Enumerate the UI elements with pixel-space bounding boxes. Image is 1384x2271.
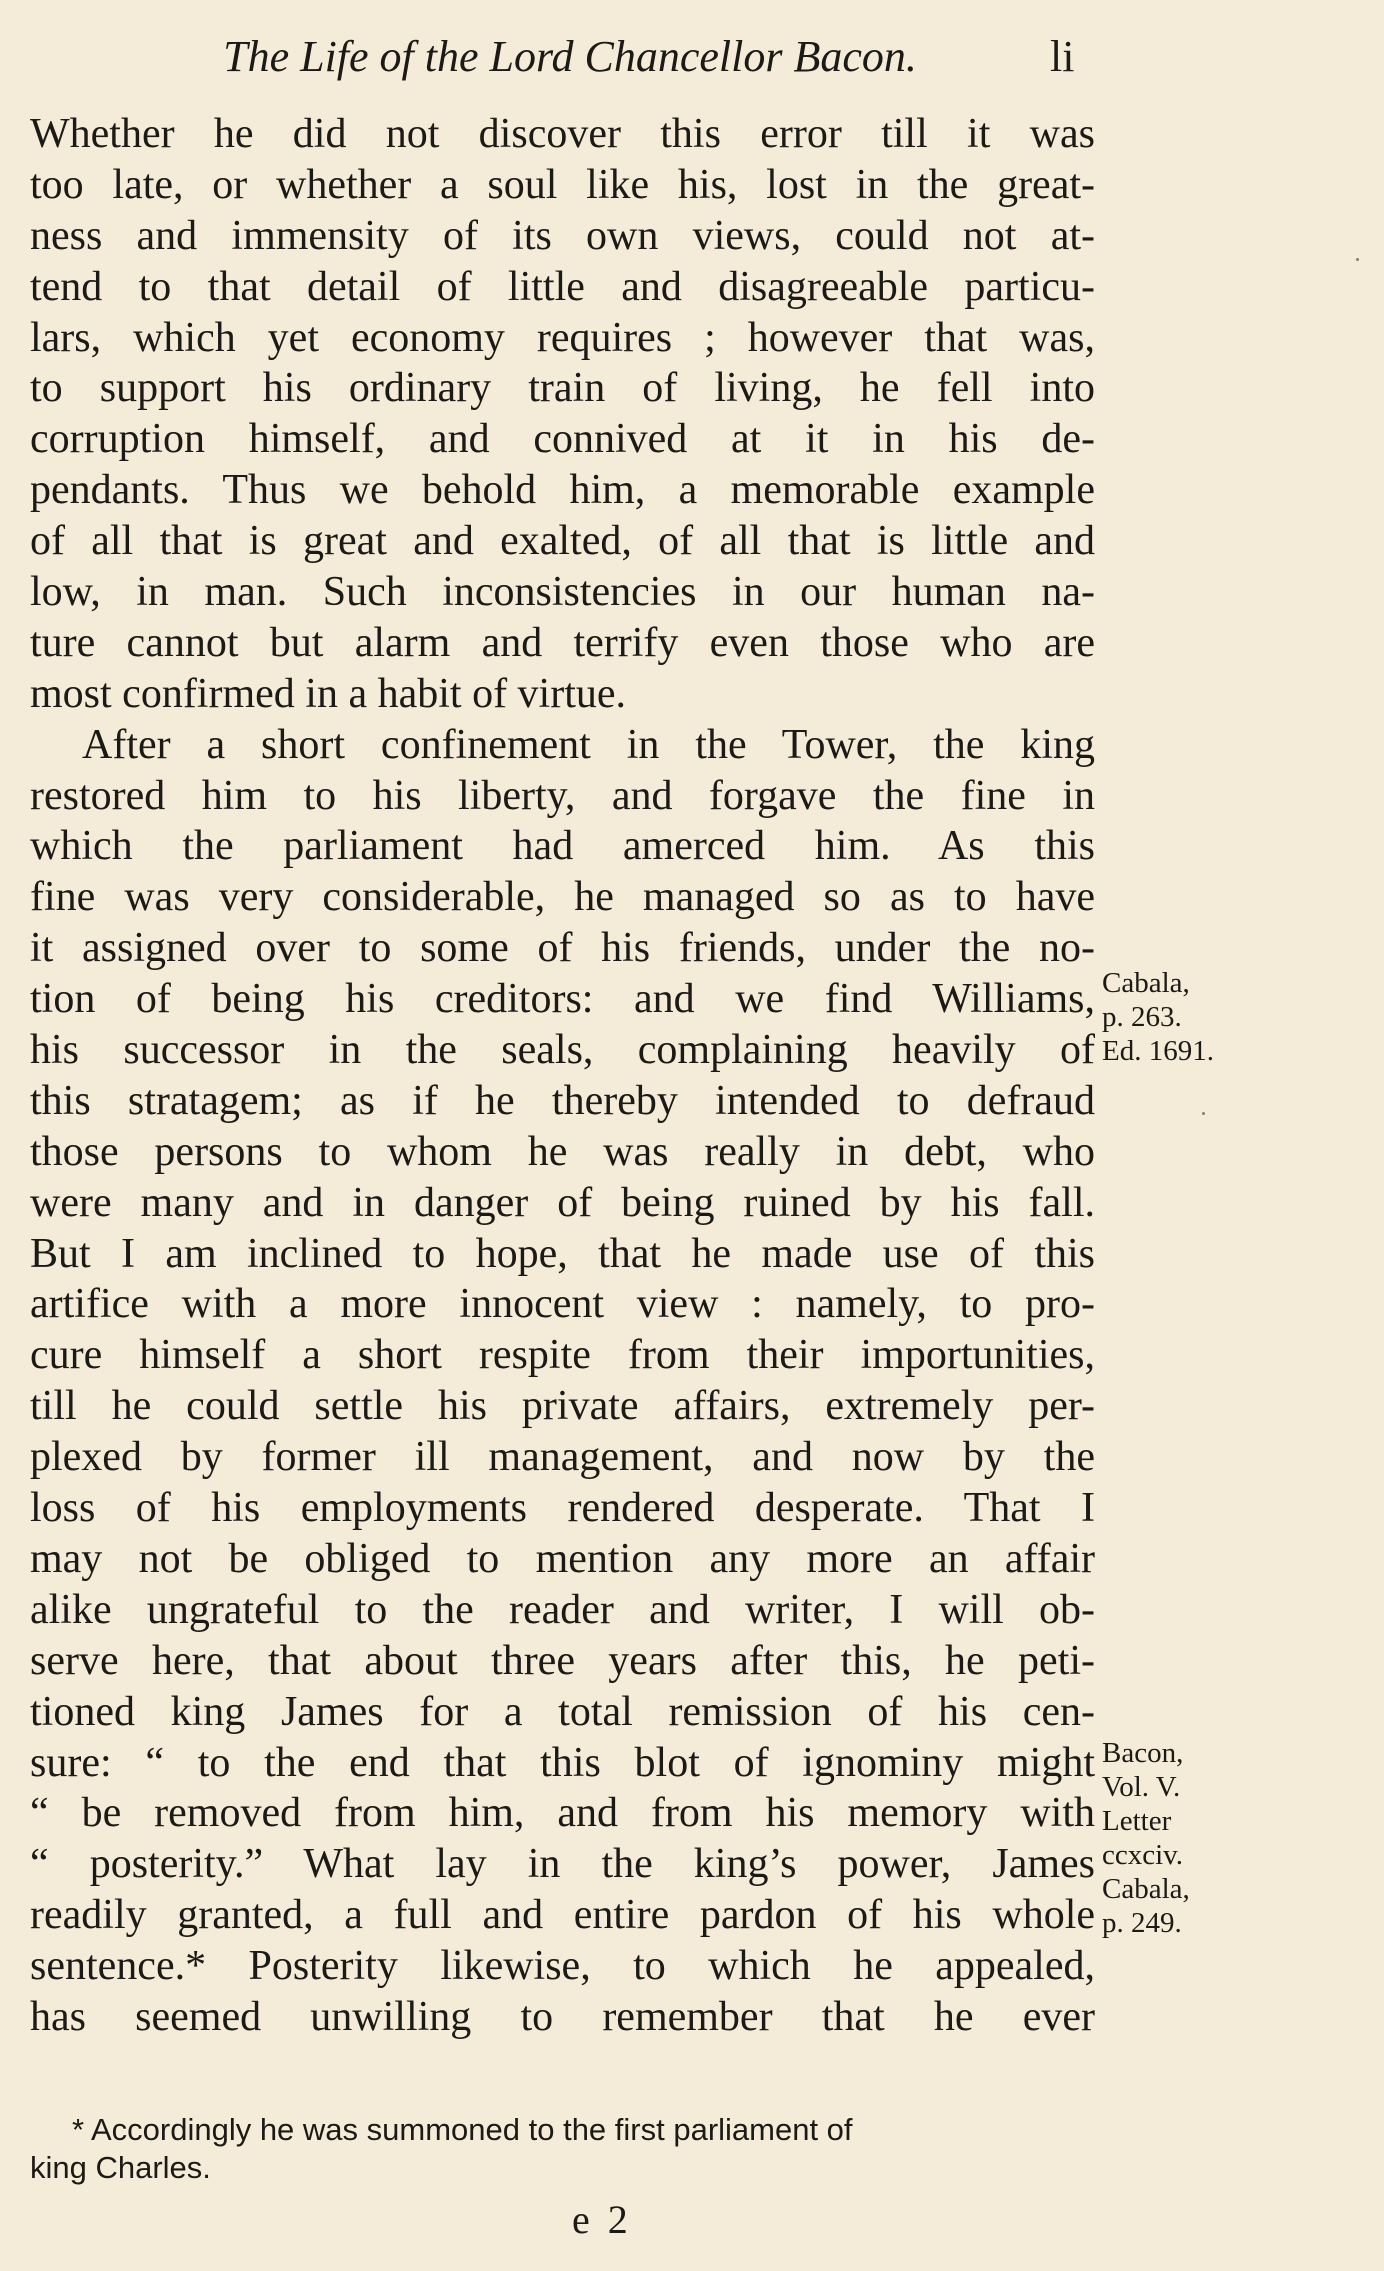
text-line: readily granted, a full and entire pardon of his whole — [30, 1892, 1095, 1939]
text-line: to support his ordinary train of living, he fell into — [30, 365, 1095, 412]
text-line: After a short confinement in the Tower, the king — [82, 721, 1095, 768]
text-line: it assigned over to some of his friends, under the no- — [30, 925, 1095, 972]
paper-speck — [1356, 258, 1359, 261]
text-line: ture cannot but alarm and terrify even those who are — [30, 619, 1095, 666]
margin-note-line: Bacon, — [1102, 1737, 1184, 1769]
text-line: too late, or whether a soul like his, lost in the great- — [30, 161, 1095, 208]
text-line: alike ungrateful to the reader and writer, I will ob- — [30, 1586, 1095, 1633]
text-line: tend to that detail of little and disagreeable particu- — [30, 263, 1095, 310]
text-line: restored him to his liberty, and forgave the fine in — [30, 772, 1095, 819]
margin-note-line: Letter — [1102, 1805, 1172, 1837]
footnote — [30, 2111, 1110, 2187]
signature-mark: e 2 — [572, 2197, 632, 2242]
paper-speck — [1202, 1112, 1205, 1115]
footnote-line: king Charles. — [30, 2150, 211, 2185]
text-line: loss of his employments rendered desperate. That I — [30, 1485, 1095, 1532]
text-line: sentence.* Posterity likewise, to which he appealed, — [30, 1943, 1095, 1990]
page-number: li — [1050, 32, 1075, 81]
text-line: tioned king James for a total remission of his cen- — [30, 1688, 1095, 1735]
margin-note-line: Ed. 1691. — [1102, 1035, 1214, 1067]
margin-note-bacon — [1102, 1736, 1382, 1940]
text-line: artifice with a more innocent view : namely, to pro- — [30, 1281, 1095, 1328]
margin-note-cabala — [1102, 966, 1382, 1068]
margin-note-line: ccxciv. — [1102, 1839, 1184, 1871]
text-line: this stratagem; as if he thereby intended to defraud — [30, 1077, 1095, 1124]
text-line: those persons to whom he was really in debt, who — [30, 1128, 1095, 1175]
running-head-title: The Life of the Lord Chancellor Bacon. — [223, 32, 917, 81]
margin-note-line: p. 263. — [1102, 1001, 1182, 1033]
text-line: sure: “ to the end that this blot of ignominy might — [30, 1739, 1095, 1786]
text-line: which the parliament had amerced him. As this — [30, 823, 1095, 870]
text-line: serve here, that about three years after this, he peti- — [30, 1637, 1095, 1684]
footnote-line: * Accordingly he was summoned to the first parliament of — [72, 2112, 853, 2147]
text-line: has seemed unwilling to remember that he ever — [30, 1993, 1095, 2040]
text-line: low, in man. Such inconsistencies in our human na- — [30, 569, 1095, 616]
text-line: tion of being his creditors: and we find Williams, — [30, 976, 1095, 1023]
margin-note-line: p. 249. — [1102, 1907, 1182, 1939]
text-line: plexed by former ill management, and now by the — [30, 1434, 1095, 1481]
text-line: “ posterity.” What lay in the king’s power, James — [30, 1841, 1095, 1888]
text-line: But I am inclined to hope, that he made use of this — [30, 1230, 1095, 1277]
text-line: may not be obliged to mention any more an affair — [30, 1535, 1095, 1582]
text-line: ness and immensity of its own views, could not at- — [30, 212, 1095, 259]
text-line: till he could settle his private affairs, extremely per- — [30, 1383, 1095, 1430]
text-line: “ be removed from him, and from his memory with — [30, 1790, 1095, 1837]
text-line: of all that is great and exalted, of all that is little and — [30, 518, 1095, 565]
text-line: corruption himself, and connived at it in his de- — [30, 416, 1095, 463]
text-line: lars, which yet economy requires ; however that was, — [30, 314, 1095, 361]
margin-note-line: Vol. V. — [1102, 1771, 1181, 1803]
text-line: his successor in the seals, complaining heavily of — [30, 1027, 1095, 1074]
text-line: Whether he did not discover this error till it was — [30, 111, 1095, 157]
body-text — [30, 109, 1095, 2043]
text-line: pendants. Thus we behold him, a memorable example — [30, 467, 1095, 514]
text-line: most confirmed in a habit of virtue. — [30, 670, 627, 717]
margin-note-line: Cabala, — [1102, 1873, 1190, 1905]
text-line: fine was very considerable, he managed so as to have — [30, 874, 1095, 921]
margin-note-line: Cabala, — [1102, 967, 1190, 999]
text-line: cure himself a short respite from their importunities, — [30, 1332, 1095, 1379]
text-line: were many and in danger of being ruined by his fall. — [30, 1179, 1095, 1226]
